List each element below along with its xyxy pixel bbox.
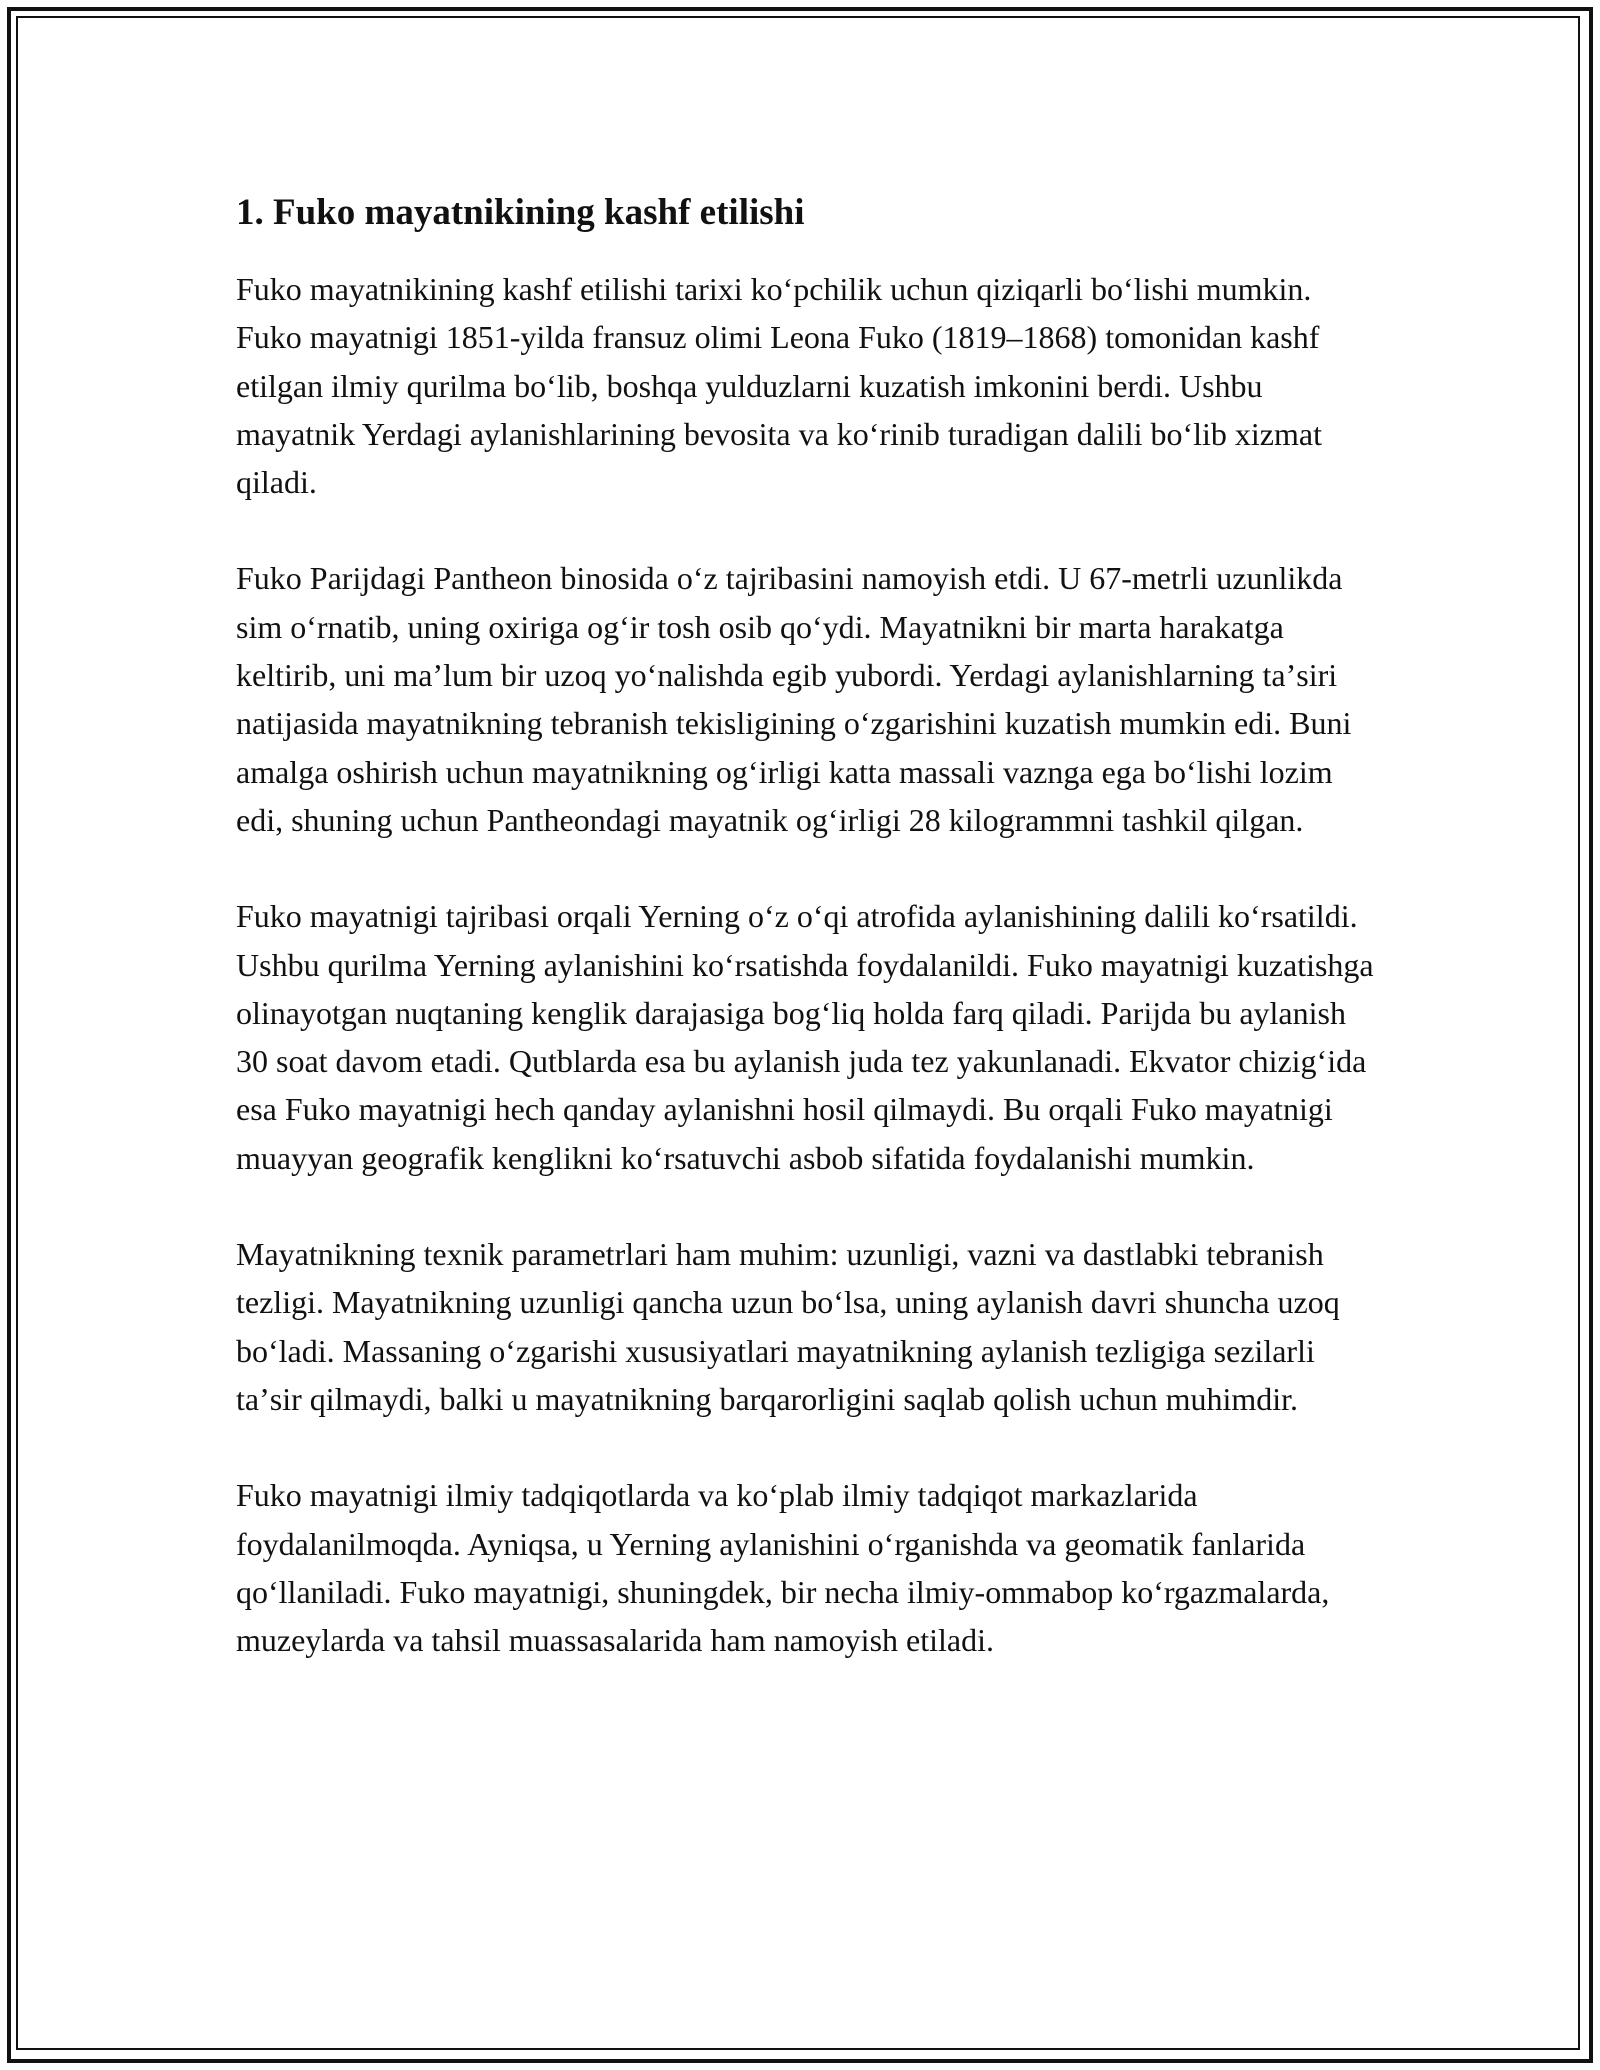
paragraph-discovery-history: Fuko mayatnikining kashf etilishi tarixi koʻpchilik uchun qiziqarli boʻlishi mumkin. Fuko mayatnigi 1851-yilda fransuz olimi Leona Fuko (1819–1868) tomonidan kashf etilgan ilmiy qurilma boʻlib, boshqa yulduzlarni kuzatish imkonini berdi. Ushbu mayatnik Yerdagi aylanishlarining bevosita va koʻrinib turadigan dalili boʻlib xizmat qiladi. bbox=[236, 271, 1322, 501]
paragraph-technical-parameters: Mayatnikning texnik parametrlari ham muhim: uzunligi, vazni va dastlabki tebranish tezligi. Mayatnikning uzunligi qancha uzun boʻlsa, uning aylanish davri shuncha uzoq boʻladi. Massaning oʻzgarishi xususiyatlari mayatnikning aylanish tezligiga sezilarli taʼsir qilmaydi, balki u mayatnikning barqarorligini saqlab qolish uchun muhimdir. bbox=[236, 1236, 1340, 1417]
document-body bbox=[236, 185, 1376, 1712]
paragraph-earth-rotation-evidence: Fuko mayatnigi tajribasi orqali Yerning oʻz oʻqi atrofida aylanishining dalili koʻrsatildi. Ushbu qurilma Yerning aylanishini koʻrsatishda foydalanildi. Fuko mayatnigi kuzatishga olinayotgan nuqtaning kenglik darajasiga bogʻliq holda farq qiladi. Parijda bu aylanish 30 soat davom etadi. Qutblarda esa bu aylanish juda tez yakunlanadi. Ekvator chizigʻida esa Fuko mayatnigi hech qanday aylanishni hosil qilmaydi. Bu orqali Fuko mayatnigi muayyan geografik kenglikni koʻrsatuvchi asbob sifatida foydalanishi mumkin. bbox=[236, 898, 1374, 1176]
paragraph-scientific-use: Fuko mayatnigi ilmiy tadqiqotlarda va koʻplab ilmiy tadqiqot markazlarida foydalanilmoqda. Ayniqsa, u Yerning aylanishini oʻrganishda va geomatik fanlarida qoʻllaniladi. Fuko mayatnigi, shuningdek, bir necha ilmiy-ommabop koʻrgazmalarda, muzeylarda va tahsil muassasalarida ham namoyish etiladi. bbox=[236, 1477, 1330, 1659]
section-heading: 1. Fuko mayatnikining kashf etilishi bbox=[236, 192, 805, 233]
paragraph-pantheon-experiment: Fuko Parijdagi Pantheon binosida oʻz tajribasini namoyish etdi. U 67-metrli uzunlikda sim oʻrnatib, uning oxiriga ogʻir tosh osib qoʻydi. Mayatnikni bir marta harakatga keltirib, uni maʼlum bir uzoq yoʻnalishda egib yubordi. Yerdagi aylanishlarning taʼsiri natijasida mayatnikning tebranish tekisligining oʻzgarishini kuzatish mumkin edi. Buni amalga oshirish uchun mayatnikning ogʻirligi katta massali vaznga ega boʻlishi lozim edi, shuning uchun Pantheondagi mayatnik ogʻirligi 28 kilogrammni tashkil qilgan. bbox=[236, 560, 1352, 838]
